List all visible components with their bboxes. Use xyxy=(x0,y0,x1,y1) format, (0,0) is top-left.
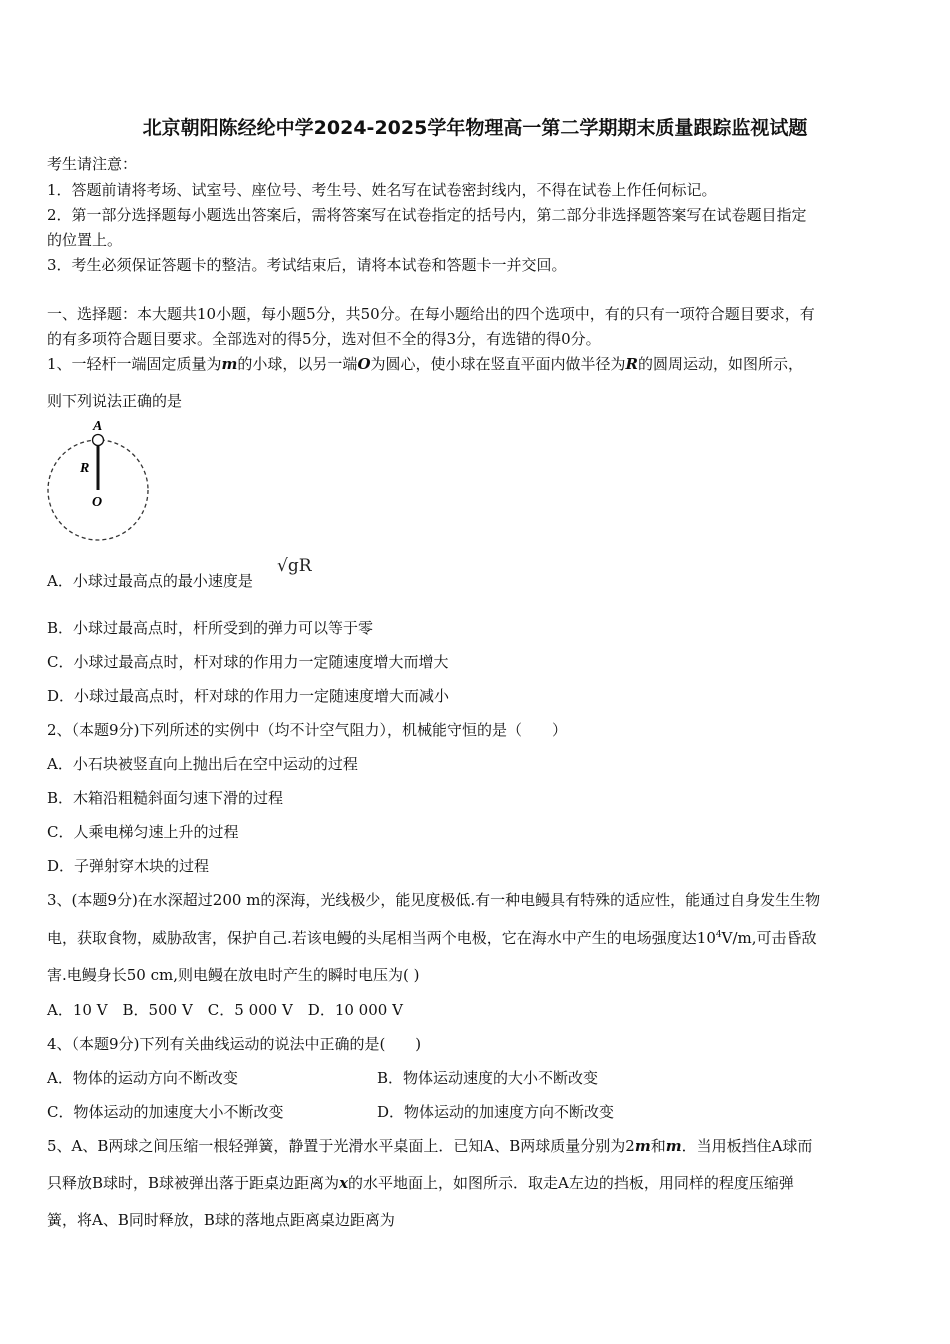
q5-stem-line-1: 5、A、B两球之间压缩一根轻弹簧，静置于光滑水平桌面上．已知A、B两球质量分别为2m和m．当用板挡住A球而 xyxy=(47,1137,813,1155)
q3-stem-line-1: 3、(本题9分)在水深超过200 m的深海，光线极少，能见度极低.有一种电鳗具有特殊的适应性，能通过自身发生生物 xyxy=(47,891,821,909)
q4-option-a: A．物体的运动方向不断改变 xyxy=(47,1069,238,1087)
section-intro-line-2: 的有多项符合题目要求。全部选对的得5分，选对但不全的得3分，有选错的得0分。 xyxy=(47,330,601,348)
q2-stem: 2、（本题9分)下列所述的实例中（均不计空气阻力），机械能守恒的是（ ） xyxy=(47,721,567,739)
q1-option-d: D．小球过最高点时，杆对球的作用力一定随速度增大而减小 xyxy=(47,687,450,705)
q2-option-c: C．人乘电梯匀速上升的过程 xyxy=(47,823,239,841)
notice-item-2-cont: 的位置上。 xyxy=(47,231,123,249)
label-o: O xyxy=(92,495,103,510)
q1-stem-cont: 则下列说法正确的是 xyxy=(47,392,183,410)
q1-option-a: A．小球过最高点的最小速度是 xyxy=(47,572,253,590)
notice-heading: 考生请注意： xyxy=(47,155,138,173)
q5-stem-line-3: 簧，将A、B同时释放，B球的落地点距离桌边距离为 xyxy=(47,1211,395,1229)
ball xyxy=(93,435,104,446)
notice-item-2: 2．第一部分选择题每小题选出答案后，需将答案写在试卷指定的括号内，第二部分非选择题答案写在试卷题目指定 xyxy=(47,206,807,224)
q1-option-c: C．小球过最高点时，杆对球的作用力一定随速度增大而增大 xyxy=(47,653,449,671)
section-intro-line-1: 一、选择题：本大题共10小题，每小题5分，共50分。在每小题给出的四个选项中，有的只有一项符合题目要求，有 xyxy=(47,305,815,323)
q4-option-b: B．物体运动速度的大小不断改变 xyxy=(377,1069,599,1087)
q5-stem-line-2: 只释放B球时，B球被弹出落于距桌边距离为x的水平地面上，如图所示．取走A左边的挡板，用同样的程度压缩弹 xyxy=(47,1174,794,1192)
q1-option-a-formula: √gR xyxy=(277,556,312,576)
q3-options: A．10 V B．500 V C．5 000 V D．10 000 V xyxy=(47,1001,403,1019)
q2-option-b: B．木箱沿粗糙斜面匀速下滑的过程 xyxy=(47,789,284,807)
q2-option-a: A．小石块被竖直向上抛出后在空中运动的过程 xyxy=(47,755,358,773)
q1-circle-figure xyxy=(40,414,160,544)
notice-item-1: 1．答题前请将考场、试室号、座位号、考生号、姓名写在试卷密封线内，不得在试卷上作任何标记。 xyxy=(47,181,717,199)
q3-stem-line-3: 害.电鳗身长50 cm,则电鳗在放电时产生的瞬时电压为( ) xyxy=(47,966,420,984)
q4-option-c: C．物体运动的加速度大小不断改变 xyxy=(47,1103,284,1121)
q3-stem-line-2: 电，获取食物，威胁敌害，保护自己.若该电鳗的头尾相当两个电极，它在海水中产生的电场强度达$10^4V/m$,可击昏敌 xyxy=(47,929,817,947)
label-a: A xyxy=(93,419,103,434)
q1-option-b: B．小球过最高点时，杆所受到的弹力可以等于零 xyxy=(47,619,374,637)
label-r: R xyxy=(80,461,90,476)
q1-stem: 1、一轻杆一端固定质量为m的小球，以另一端O为圆心，使小球在竖直平面内做半径为R的圆周运动，如图所示， xyxy=(47,355,804,373)
q4-stem: 4、（本题9分)下列有关曲线运动的说法中正确的是( ) xyxy=(47,1035,422,1053)
notice-item-3: 3．考生必须保证答题卡的整洁。考试结束后，请将本试卷和答题卡一并交回。 xyxy=(47,256,567,274)
page-title: 北京朝阳陈经纶中学2024-2025学年物理高一第二学期期末质量跟踪监视试题 xyxy=(142,117,808,139)
q4-option-d: D．物体运动的加速度方向不断改变 xyxy=(377,1103,615,1121)
q2-option-d: D．子弹射穿木块的过程 xyxy=(47,857,210,875)
